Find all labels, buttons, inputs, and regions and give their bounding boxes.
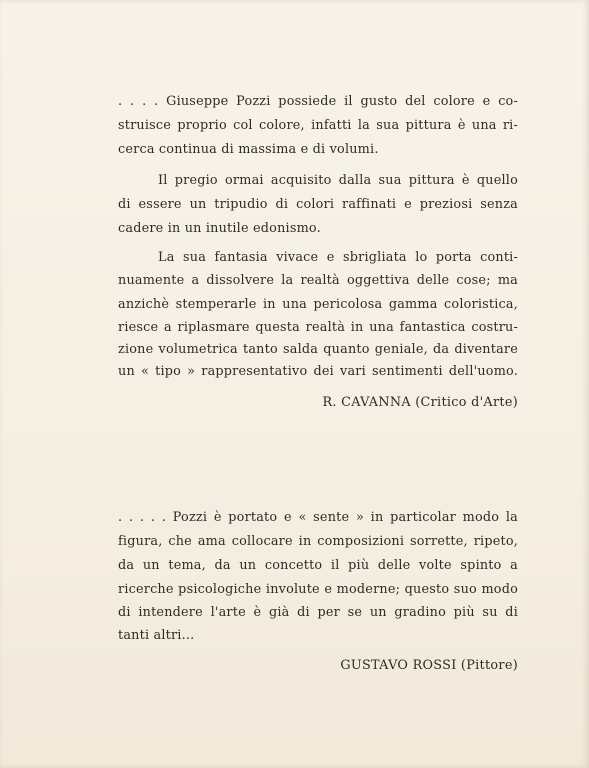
text-line: cerca continua di massima e di volumi. <box>118 142 379 157</box>
text-line: . . . . . Pozzi è portato e « sente » in particolar modo la <box>118 510 518 525</box>
text-line: ricerche psicologiche involute e moderne; questo suo modo <box>118 582 518 597</box>
text-line: anzichè stemperarle in una pericolosa gamma coloristica, <box>118 297 518 312</box>
text-line: di essere un tripudio di colori raffinati e preziosi senza <box>118 197 518 212</box>
text-line: struisce proprio col colore, infatti la sua pittura è una ri- <box>118 118 518 133</box>
text-line: Il pregio ormai acquisito dalla sua pittura è quello <box>158 173 518 188</box>
text-line: riesce a riplasmare questa realtà in una fantastica costru- <box>118 320 518 335</box>
text-line: La sua fantasia vivace e sbrigliata lo porta conti- <box>158 250 518 265</box>
text-line: zione volumetrica tanto salda quanto geniale, da diventare <box>118 342 518 357</box>
text-line: da un tema, da un concetto il più delle volte spinto a <box>118 558 518 573</box>
text-line: figura, che ama collocare in composizioni sorrette, ripeto, <box>118 534 518 549</box>
text-line: . . . . Giuseppe Pozzi possiede il gusto del colore e co- <box>118 94 518 109</box>
text-line: tanti altri... <box>118 628 195 643</box>
text-line: cadere in un inutile edonismo. <box>118 221 321 236</box>
signature: R. CAVANNA (Critico d'Arte) <box>322 395 518 410</box>
text-line: un « tipo » rappresentativo dei vari sentimenti dell'uomo. <box>118 364 518 379</box>
signature: GUSTAVO ROSSI (Pittore) <box>340 658 518 673</box>
text-line: di intendere l'arte è già di per se un gradino più su di <box>118 605 518 620</box>
text-line: nuamente a dissolvere la realtà oggettiva delle cose; ma <box>118 273 518 288</box>
